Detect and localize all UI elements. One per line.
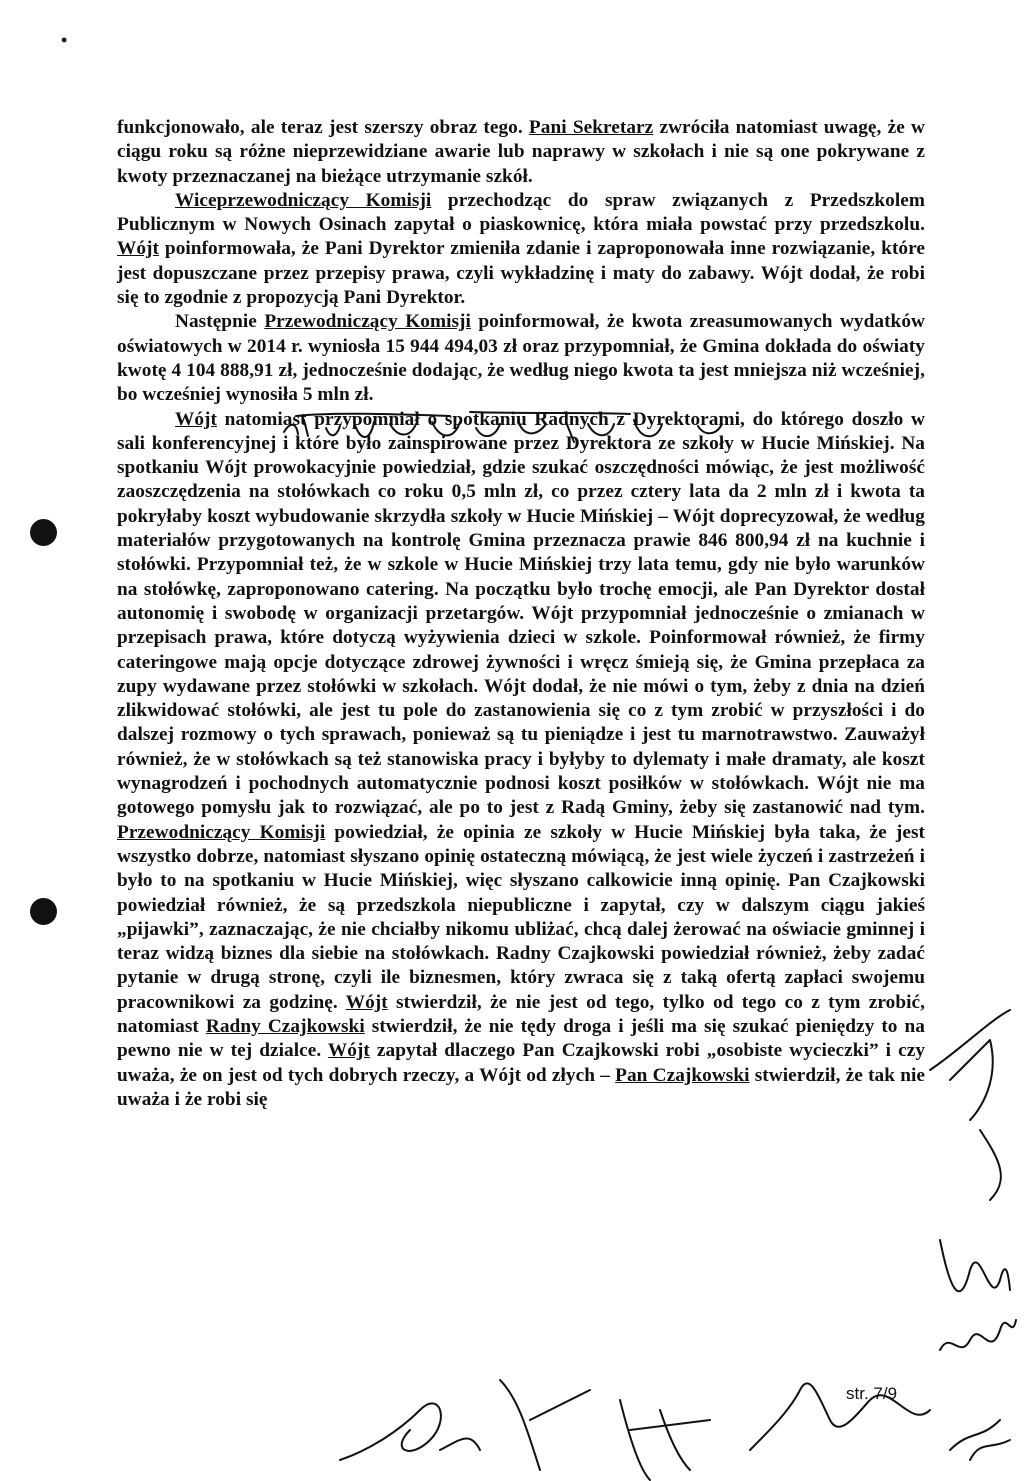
underlined-name: Przewodniczący Komisji [264, 311, 471, 333]
text-run: zwróciła natomiast uwagę, że w ciągu roku są różne nieprzewidziane awarie lub naprawy w szkołach i nie są one pokrywane z kwoty przeznaczanej na bieżące utrzymanie szkół. [117, 117, 925, 187]
document-body [117, 116, 925, 1112]
punch-hole-bottom [30, 898, 57, 925]
text-run: stwierdził, że nie tędy droga i jeśli ma się szukać pieniędzy to na pewno nie w tej dzialce. [117, 1015, 925, 1062]
paragraph [117, 310, 925, 407]
margin-signatures [920, 1010, 1020, 1380]
text-run: poinformował, że kwota zreasumowanych wydatków oświatowych w 2014 r. wyniosła 15 944 494,03 zł oraz przypomniał, że Gmina dokłada do oświaty kwotę 4 104 888,91 zł, jednocześnie dodając, że według niego kwota ta jest mniejsza niż wcześniej, bo wcześniej wynosiła 5 mln zł. [117, 311, 925, 406]
underlined-name: Wójt [117, 238, 159, 260]
stray-mark: • [61, 30, 68, 50]
page-number: str. 7/9 [846, 1384, 898, 1403]
underlined-name: Wiceprzewodniczący Komisji [175, 189, 432, 211]
underlined-name: Wójt [345, 991, 388, 1013]
underlined-name: Radny Czajkowski [205, 1015, 365, 1037]
text-run: Następnie [175, 311, 265, 333]
underlined-name: Przewodniczący Komisji [117, 821, 326, 843]
handwritten-annotation [270, 402, 830, 452]
text-run: powiedział, że opinia ze szkoły w Hucie Mińskiej była taka, że jest wszystko dobrze, natomiast słyszano opinię ostateczną mówiącą, że jest wiele życzeń i zastrzeżeń i było to na spotkaniu w Hucie Mińskiej, więc słyszano calkowicie inną opinię. Pan Czajkowski powiedział również, że są przedszkola niepubliczne i zapytał, czy w dalszym ciągu jakieś „pijawki”, zaznaczając, że nie chciałby nikomu ubliżać, chcą dalej żerować na oświacie gminnej i teraz widzą biznes dla siebie na stołówkach. Radny Czajkowski powiedział również, żeby zadać pytanie w drugą stronę, czyli ile biznesmen, który zwraca się z taką ofertą zapłaci swojemu pracownikowi za godzinę. [117, 821, 925, 1013]
bottom-signatures [330, 1340, 1020, 1481]
text-run: funkcjonowało, ale teraz jest szerszy obraz tego. [117, 117, 529, 138]
text-run: zapytał dlaczego Pan Czajkowski robi „osobiste wycieczki” i czy uważa, że on jest od tych dobrych rzeczy, a Wójt od złych – [117, 1040, 926, 1086]
paragraph [117, 116, 925, 189]
text-run: poinformowała, że Pani Dyrektor zmieniła zdanie i zaproponowała inne rozwiązanie, które jest dopuszczane przez przepisy prawa, czyli wykładzinę i maty do zabawy. Wójt dodał, że robi się to zgodnie z propozycją Pani Dyrektor. [117, 238, 925, 309]
underlined-name: Wójt [327, 1040, 370, 1062]
text-run: przechodząc do spraw związanych z Przedszkolem Publicznym w Nowych Osinach zapytał o piaskownicę, która miała powstać przy przedszkolu. [117, 189, 925, 236]
paragraph [117, 189, 925, 310]
text-run: stwierdził, że nie jest od tego, tylko od tego co z tym zrobić, natomiast [117, 991, 925, 1037]
punch-hole-top [30, 519, 57, 546]
text-run: natomiast przypomniał o spotkaniu Radnych z Dyrektorami, do którego doszło w sali konferencyjnej i które było zainspirowane przez Dyrektora ze szkoły w Hucie Mińskiej. Na spotkaniu Wójt prowokacyjnie powiedział, gdzie szukać oszczędności mówiąc, że jest możliwość zaoszczędzenia na stołówkach co roku 0,5 mln zł, co przez cztery lata da 2 mln zł i kwota ta pokryłaby koszt wybudowanie skrzydła szkoły w Hucie Mińskiej – Wójt doprecyzował, że według materiałów przygotowanych na kontrolę Gmina przeznacza prawie 846 800,94 zł na kuchnie i stołówki. Przypomniał też, że w szkole w Hucie Mińskiej trzy lata temu, gdy nie było warunków na stołówkę, zaproponowano catering. Na początku było trochę emocji, ale Pan Dyrektor dostał autonomię i swobodę w organizacji przetargów. Wójt przypomniał jednocześnie o zmianach w przepisach prawa, które dotyczą wyżywienia dzieci w szkole. Poinformował również, że firmy cateringowe mają opcje dotyczące zdrowej żywności i wręcz śmieją się, że Gmina przepłaca za zupy wydawane przez stołówki w szkołach. Wójt dodał, że nie mówi o tym, żeby z dnia na dzień zlikwidować stołówki, ale jest tu pole do zastanowienia się co z tym zrobić w przyszłości i do dalszej rozmowy o tych sprawach, ponieważ są tu pieniądze i jest tu marnotrawstwo. Zauważył również, że w stołówkach są też stanowiska pracy i byłyby to dylematy i małe dramaty, ale koszt wynagrodzeń i pochodnych automatycznie podnosi koszt posiłków w stołówkach. Wójt nie ma gotowego pomysłu jak to rozwiązać, ale po to jest z Radą Gminy, żeby się zastanowić nad tym. [117, 408, 925, 819]
underlined-name: Wójt [175, 408, 217, 430]
underlined-name: Pani Sekretarz [528, 117, 654, 138]
paragraph [117, 408, 925, 1113]
text-run: stwierdził, że tak nie uważa i że robi się [117, 1064, 926, 1110]
underlined-name: Pan Czajkowski [615, 1064, 750, 1086]
